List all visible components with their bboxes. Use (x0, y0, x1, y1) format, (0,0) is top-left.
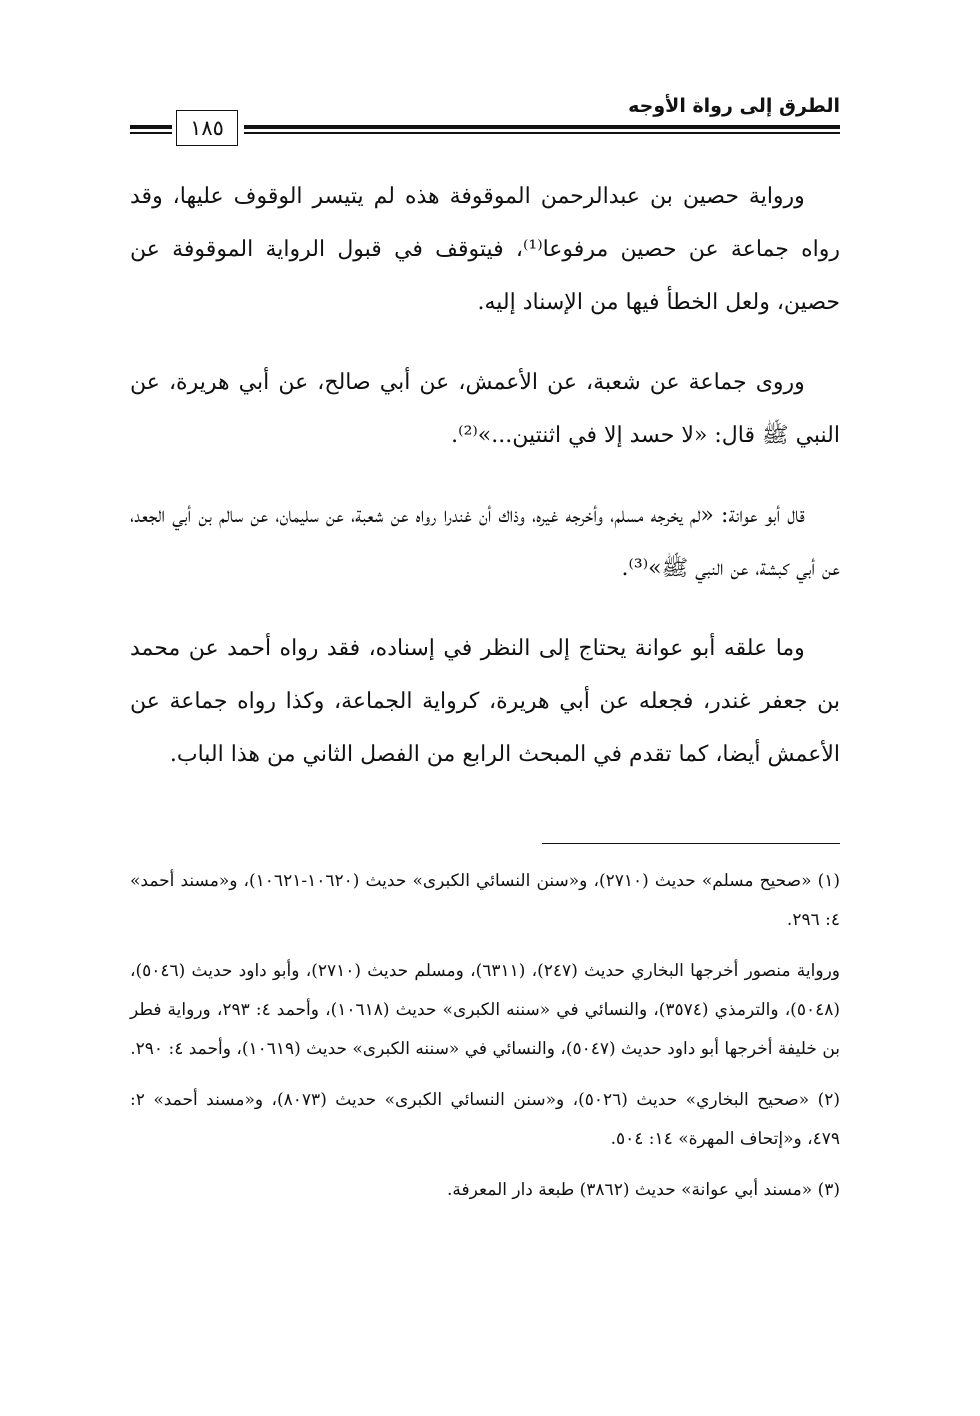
footnotes (130, 862, 840, 1222)
paragraph-2: وروى جماعة عن شعبة، عن الأعمش، عن أبي صالح، عن أبي هريرة، عن النبي ﷺ قال: «لا حسد إلا في اثنتين...»⁽²⁾. (130, 370, 840, 448)
footnote-2: (٢) «صحيح البخاري» حديث (٥٠٢٦)، و«سنن النسائي الكبرى» حديث (٨٠٧٣)، و«مسند أحمد» ٢: ٤٧٩، و«إتحاف المهرة» ١٤: ٥٠٤. (130, 1090, 840, 1149)
paragraph-1: ورواية حصين بن عبدالرحمن الموقوفة هذه لم يتيسر الوقوف عليها، وقد رواه جماعة عن حصين مرفوعا⁽¹⁾، فيتوقف في قبول الرواية الموقوفة عن حصين، ولعل الخطأ فيها من الإسناد إليه. (130, 184, 840, 315)
footnote-1-continued: ورواية منصور أخرجها البخاري حديث (٢٤٧)، (٦٣١١)، ومسلم حديث (٢٧١٠)، وأبو داود حديث (٥٠٤٦)، (٥٠٤٨)، والترمذي (٣٥٧٤)، والنسائي في «سننه الكبرى» حديث (١٠٦١٨)، وأحمد ٤: ٢٩٣، ورواية فطر بن خليفة أخرجها أبو داود حديث (٥٠٤٧)، والنسائي في «سننه الكبرى» حديث (١٠٦١٩)، وأحمد ٤: ٢٩٠. (130, 961, 841, 1059)
main-text (130, 170, 840, 808)
footnote-1: (١) «صحيح مسلم» حديث (٢٧١٠)، و«سنن النسائي الكبرى» حديث (١٠٦٢٠-١٠٦٢١)، و«مسند أحمد» ٤: ٢٩٦. (130, 871, 841, 930)
header-rule-short (130, 125, 172, 134)
header-rule (244, 125, 840, 134)
running-title: الطرق إلى رواة الأوجه (628, 95, 840, 117)
footnote-separator (542, 843, 840, 844)
page-number: ١٨٥ (176, 110, 238, 146)
paragraph-4: وما علقه أبو عوانة يحتاج إلى النظر في إسناده، فقد رواه أحمد عن محمد بن جعفر غندر، فجعله عن أبي هريرة، كرواية الجماعة، وكذا رواه جماعة عن الأعمش أيضا، كما تقدم في المبحث الرابع من الفصل الثاني من هذا الباب. (130, 636, 840, 767)
footnote-3: (٣) «مسند أبي عوانة» حديث (٣٨٦٢) طبعة دار المعرفة. (447, 1180, 840, 1200)
paragraph-3: قال أبو عوانة: «لم يخرجه مسلم، وأخرجه غيره، وذاك أن غندرا رواه عن شعبة، عن سليمان، عن سالم بن أبي الجعد، عن أبي كبشة، عن النبي ﷺ»⁽³⁾. (130, 503, 840, 581)
